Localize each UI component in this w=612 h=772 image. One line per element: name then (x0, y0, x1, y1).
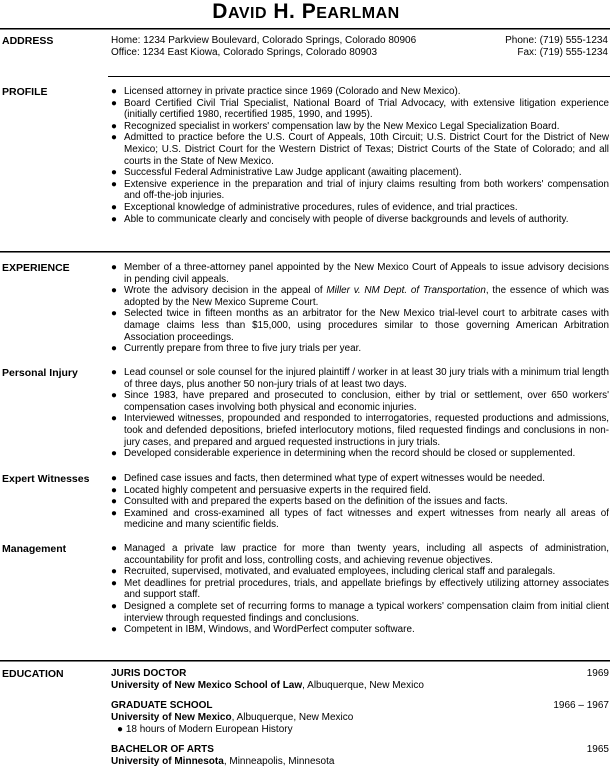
bullet-icon: ● (111, 624, 117, 636)
degree-title: JURIS DOCTOR (111, 668, 187, 679)
expert-witnesses-list (109, 473, 609, 531)
bullet-icon: ● (111, 413, 117, 425)
education-heading: EDUCATION (2, 668, 64, 680)
list-item: ● Defined case issues and facts, then determined what type of expert witnesses would be needed. (111, 473, 546, 484)
list-item: ● Managed a private law practice for more than twenty years, including all aspects of administration, accountability for profit and loss, controlling costs, and achieving revenue objectives. (111, 543, 609, 566)
home-address: Home: 1234 Parkview Boulevard, Colorado Springs, Colorado 80906 (111, 35, 417, 46)
fax-number: Fax: (719) 555-1234 (517, 47, 608, 58)
bullet-icon: ● (111, 577, 117, 589)
list-item: ● Able to communicate clearly and concisely with people of diverse backgrounds and levels of authority. (111, 213, 569, 225)
section-divider (0, 251, 610, 253)
list-item: ● Consulted with and prepared the experts based on the definition of the issues and facts. (111, 496, 508, 508)
list-item: ● Interviewed witnesses, propounded and responded to interrogatories, requested productions and admissions, took and defended depositions, briefed interlocutory motions, filed requested findings and conclusions in non-jury cases, and prepared and argued requested instructions in jury trials. (111, 413, 609, 448)
list-item: ● Lead counsel or sole counsel for the injured plaintiff / worker in at least 30 jury trials with a minimum trial length of three days, plus another 50 non-jury trials of at least two days. (111, 367, 609, 390)
degree-title: BACHELOR OF ARTS (111, 744, 214, 755)
bullet-icon: ● (111, 213, 117, 225)
school-line: University of New Mexico School of Law, Albuquerque, New Mexico (111, 680, 424, 691)
list-item: ● Competent in IBM, Windows, and WordPerfect computer software. (111, 624, 415, 636)
education-entry (111, 668, 609, 692)
school-line: University of Minnesota, Minneapolis, Minnesota (111, 756, 335, 767)
school-line: University of New Mexico, Albuquerque, New Mexico (111, 712, 354, 723)
expert-witnesses-heading: Expert Witnesses (2, 473, 90, 485)
personal-injury-list (109, 367, 609, 460)
bullet-icon: ● (111, 448, 117, 460)
bullet-icon: ● (111, 86, 117, 97)
list-item: ● Met deadlines for pretrial procedures, trials, and appellate briefings by effectively utilizing attorney associates and support staff. (111, 577, 609, 601)
address-block (111, 35, 416, 59)
bullet-icon: ● (111, 473, 117, 484)
bullet-icon: ● (117, 724, 124, 735)
bullet-icon: ● (111, 600, 117, 612)
bullet-icon: ● (111, 343, 117, 355)
list-item: ● Recognized specialist in workers' compensation law by the New Mexico Legal Specialization Board. (111, 120, 560, 132)
experience-list (109, 262, 609, 355)
section-divider (108, 76, 610, 77)
header-divider (0, 28, 610, 30)
profile-list (109, 86, 609, 225)
list-item: ● Since 1983, have prepared and prosecuted to conclusion, either by trial or settlement, over 650 workers' compensation cases involving both physical and economic injuries. (111, 390, 609, 413)
experience-heading: EXPERIENCE (2, 262, 70, 274)
education-note: ● 18 hours of Modern European History (117, 724, 293, 735)
list-item: ● Extensive experience in the preparation and trial of injury claims resulting from both workers' compensation and off-the-job injuries. (111, 178, 609, 202)
bullet-icon: ● (111, 178, 117, 190)
list-item: ● Recruited, supervised, motivated, and evaluated employees, including clerical staff and paralegals. (111, 566, 556, 578)
degree-year: 1969 (586, 668, 609, 679)
list-item: ● Selected twice in fifteen months as an arbitrator for the New Mexico trial-level court to arbitrate cases with damage claims less than $15,000, using procedures similar to those governing American Arbitration Association proceedings. (111, 308, 609, 343)
list-item: ● Exceptional knowledge of administrative procedures, rules of evidence, and trial practices. (111, 201, 518, 213)
list-item: ● Board Certified Civil Trial Specialist, National Board of Trial Advocacy, with extensive litigation experience (initially certified 1980, recertified 1985, 1990, and 1995). (111, 97, 609, 121)
list-item: ● Successful Federal Administrative Law Judge applicant (awaiting placement). (111, 167, 462, 179)
education-entry (111, 744, 609, 768)
school-name: University of New Mexico (111, 712, 232, 723)
list-item: ● Examined and cross-examined all types of fact witnesses and expert witnesses from nearly all areas of medicine and many scientific fields. (111, 507, 609, 531)
education-entry (111, 700, 609, 736)
list-item: ● Admitted to practice before the U.S. Court of Appeals, 10th Circuit; U.S. District Court for the District of New Mexico; U.S. District Court for the Western District of Texas; District Courts of the State of Colorado; and all courts in the State of New Mexico. (111, 132, 609, 167)
bullet-icon: ● (111, 484, 117, 496)
bullet-icon: ● (111, 167, 117, 179)
contact-numbers (505, 35, 608, 59)
bullet-icon: ● (111, 566, 117, 578)
school-name: University of Minnesota (111, 756, 224, 767)
profile-heading: PROFILE (2, 86, 48, 98)
list-item: ● Located highly competent and persuasive experts in the required field. (111, 484, 431, 496)
bullet-icon: ● (111, 308, 117, 320)
bullet-icon: ● (111, 97, 117, 109)
bullet-icon: ● (111, 367, 117, 378)
bullet-icon: ● (111, 132, 117, 144)
school-name: University of New Mexico School of Law (111, 680, 303, 691)
list-item: ● Licensed attorney in private practice since 1969 (Colorado and New Mexico). (111, 86, 461, 97)
bullet-icon: ● (111, 285, 117, 297)
list-item: ● Designed a complete set of recurring forms to manage a typical workers' compensation claim from initial client interview through requested findings and conclusions. (111, 600, 609, 624)
bullet-icon: ● (111, 390, 117, 402)
degree-year: 1966 – 1967 (553, 700, 609, 711)
bullet-icon: ● (111, 262, 117, 273)
list-item: ● Currently prepare from three to five jury trials per year. (111, 343, 362, 355)
management-list (109, 543, 609, 636)
section-divider (0, 660, 610, 662)
management-heading: Management (2, 543, 67, 555)
address-heading: ADDRESS (2, 35, 54, 47)
personal-injury-heading: Personal Injury (2, 367, 78, 379)
degree-year: 1965 (586, 744, 609, 755)
list-item: ● Wrote the advisory decision in the appeal of Miller v. NM Dept. of Transportation, the essence of which was adopted by the New Mexico Supreme Court. (111, 285, 609, 308)
bullet-icon: ● (111, 201, 117, 213)
bullet-icon: ● (111, 543, 117, 554)
phone-number: Phone: (719) 555-1234 (505, 35, 608, 46)
bullet-icon: ● (111, 507, 117, 519)
degree-title: GRADUATE SCHOOL (111, 700, 213, 711)
office-address: Office: 1234 East Kiowa, Colorado Springs, Colorado 80903 (111, 47, 378, 58)
bullet-icon: ● (111, 496, 117, 508)
case-name: Miller v. NM Dept. of Transportation (326, 285, 486, 297)
bullet-icon: ● (111, 120, 117, 132)
list-item: ● Member of a three-attorney panel appointed by the New Mexico Court of Appeals to issue advisory decisions in pending civil appeals. (111, 262, 609, 285)
resume-name: DAVID H. PEARLMAN (212, 0, 400, 23)
list-item: ● Developed considerable experience in determining when the record should be closed or supplemented. (111, 448, 576, 460)
